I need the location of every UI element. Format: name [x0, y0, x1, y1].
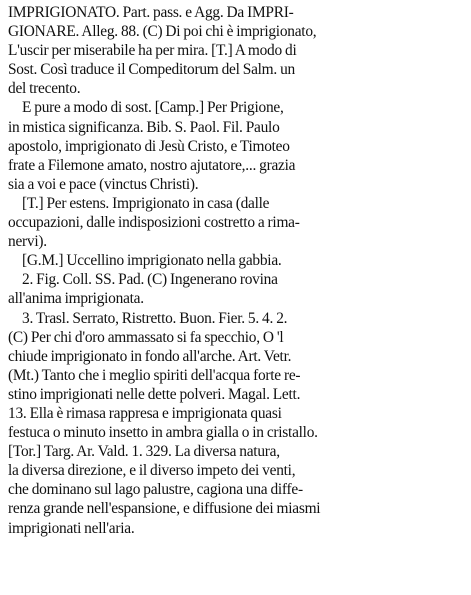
sense-3-line: 3. Trasl. Serrato, Ristretto. Buon. Fier. 5. 4. 2.	[22, 309, 288, 327]
text-line: [Tor.] Targ. Ar. Vald. 1. 329. La diversa natura,	[8, 443, 280, 461]
text-line: frate a Filemone amato, nostro ajutatore,... grazia	[8, 156, 296, 174]
text-line: GIONARE. Alleg. 88. (C) Di poi chi è imprigionato,	[8, 23, 317, 41]
sense-sost-line: E pure a modo di sost. [Camp.] Per Prigione,	[22, 99, 284, 117]
text-line: chiude imprigionato in fondo all'arche. Art. Vetr.	[8, 347, 292, 365]
sense-example-line: [G.M.] Uccellino imprigionato nella gabbia.	[22, 252, 282, 270]
text-line: 13. Ella è rimasa rappresa e imprigionata quasi	[8, 404, 282, 422]
text-line: imprigionati nell'aria.	[8, 519, 135, 537]
text-line: apostolo, imprigionato di Jesù Cristo, e Timoteo	[8, 137, 290, 155]
text-line: (Mt.) Tanto che i meglio spiriti dell'acqua forte re-	[8, 366, 301, 384]
text-line: festuca o minuto insetto in ambra gialla o in cristallo.	[8, 424, 318, 442]
text-line: L'uscir per miserabile ha per mira. [T.] A modo di	[8, 42, 297, 60]
sense-2-line: 2. Fig. Coll. SS. Pad. (C) Ingenerano rovina	[22, 271, 278, 289]
text-line: all'anima imprigionata.	[8, 290, 144, 308]
entry-imprigionato	[8, 3, 457, 538]
text-line: sia a voi e pace (vinctus Christi).	[8, 175, 199, 193]
text-line: Sost. Così traduce il Compeditorum del Salm. un	[8, 61, 295, 79]
text-line: stino imprigionati nelle dette polveri. Magal. Lett.	[8, 385, 301, 403]
sense-estens-line: [T.] Per estens. Imprigionato in casa (dalle	[22, 194, 270, 212]
headword-line: IMPRIGIONATO. Part. pass. e Agg. Da IMPRI-	[8, 4, 294, 21]
text-line: del trecento.	[8, 80, 81, 98]
text-line: renza grande nell'espansione, e diffusione dei miasmi	[8, 500, 321, 518]
text-line: (C) Per chi d'oro ammassato si fa specchio, O 'l	[8, 328, 284, 346]
text-line: in mistica significanza. Bib. S. Paol. Fil. Paulo	[8, 118, 280, 136]
text-line: la diversa direzione, e il diverso impeto dei venti,	[8, 462, 296, 480]
text-line: nervi).	[8, 233, 47, 251]
text-line: occupazioni, dalle indisposizioni costretto a rima-	[8, 214, 300, 232]
text-line: che dominano sul lago palustre, cagiona una diffe-	[8, 481, 303, 499]
